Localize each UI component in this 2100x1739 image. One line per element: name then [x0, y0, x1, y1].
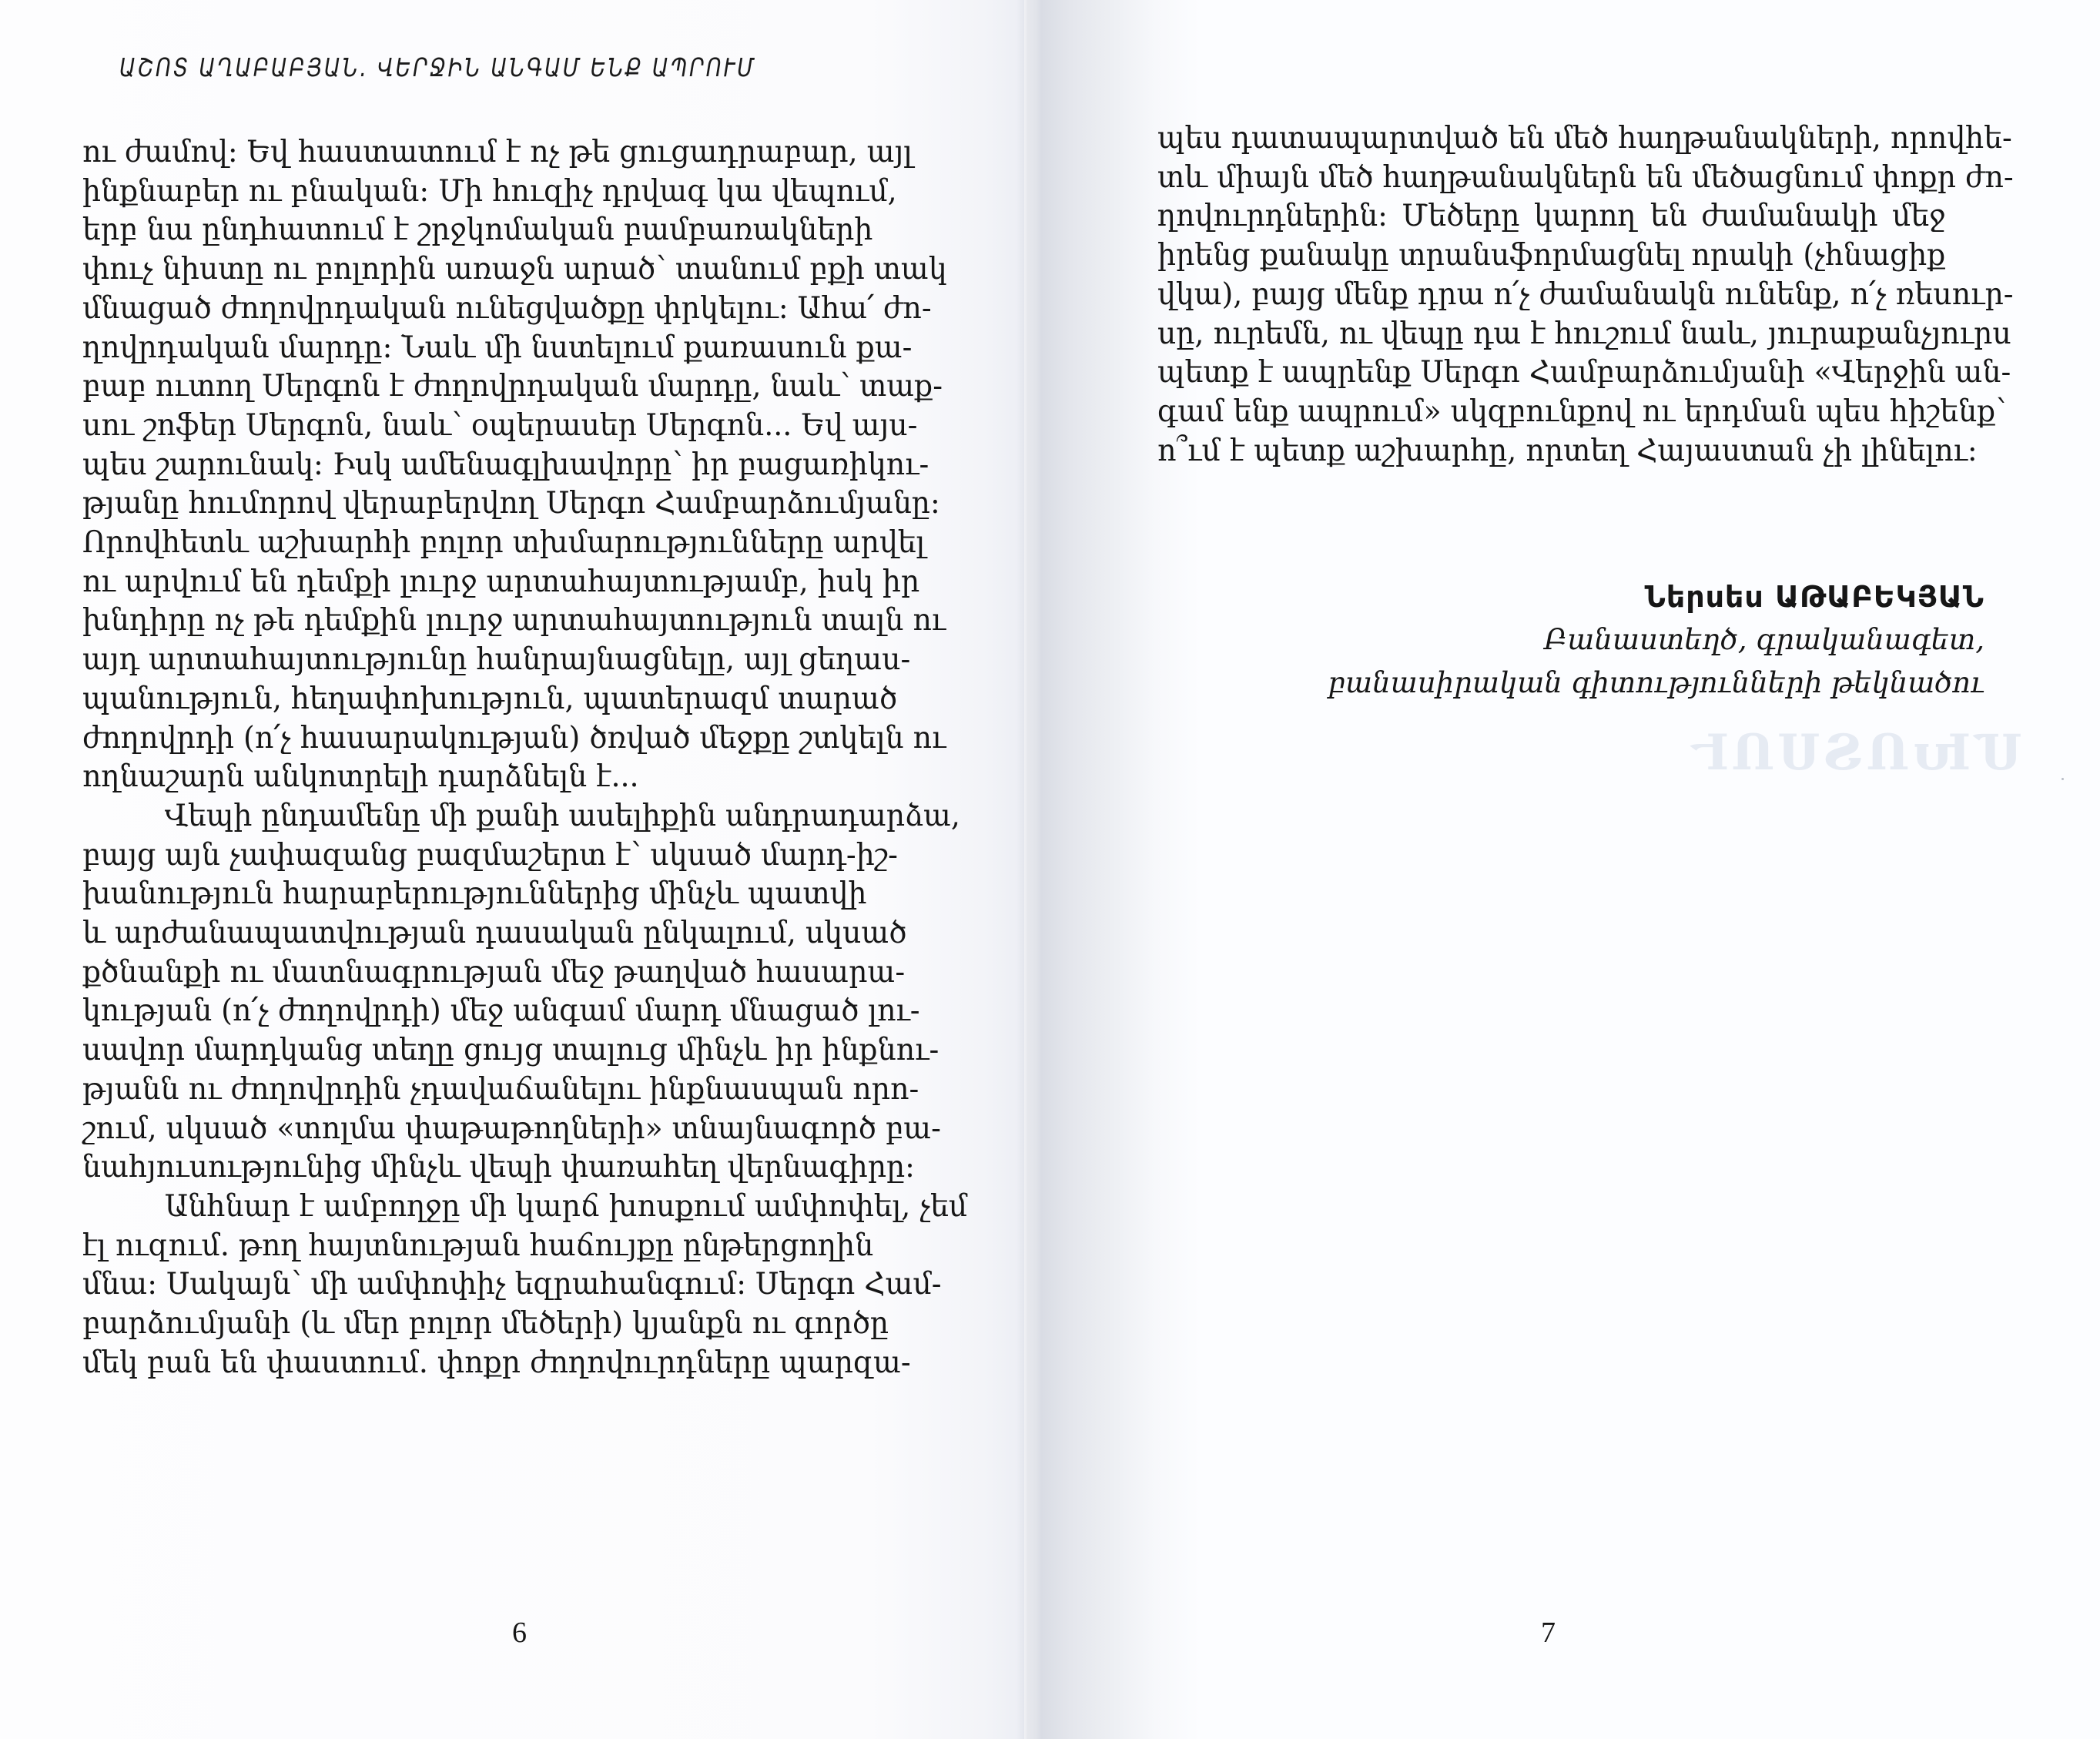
text-line: ու ժամով: Եվ հաստատում է ոչ թե ցուցադրաբար, այլ	[82, 135, 913, 169]
text-line: բաբ ուտող Սերգոն է ժողովրդական մարդը, նաև՝ տաք-	[82, 369, 943, 404]
text-line: ղովուրդներին: Մեծերը կարող են ժամանակի մեջ	[1157, 199, 1946, 234]
text-line: փուչ նիստը ու բոլորին առաջն արած՝ տանում բքի տակ	[82, 252, 947, 287]
text-line: գամ ենք ապրում» սկզբունքով ու երդման պես հիշենք՝	[1157, 394, 2006, 429]
text-line: ժողովրդի (ո՛չ հասարակության) ծռված մեջքը շտկելն ու	[82, 720, 946, 756]
author-title-line-2: բանասիրական գիտությունների թեկնածու	[1328, 666, 1984, 699]
text-line: քծնանքի ու մատնագրության մեջ թաղված հասարա-	[82, 954, 906, 990]
text-line: շում, սկսած «տոլմա փաթաթողների» տնայնագործ բա-	[82, 1111, 941, 1146]
text-line: պես դատապարտված են մեծ հաղթանակների, որովհե-	[1157, 121, 2012, 156]
text-line: սու շոֆեր Սերգոն, նաև՝ օպերասեր Սերգոն... Եվ այս-	[82, 407, 918, 443]
paper-speck	[2061, 778, 2064, 780]
text-line: նահյուսությունից մինչև վեպի փառահեղ վերնագիրը:	[82, 1150, 915, 1185]
text-line: ու արվում են դեմքի լուրջ արտահայտությամբ, իսկ իր	[82, 564, 920, 599]
text-line: մնա: Սակայն՝ մի ամփոփիչ եզրահանգում: Սերգո Համ-	[82, 1267, 942, 1302]
show-through-heading: ՄԽՈՏՍՈՒ	[1690, 724, 2022, 782]
text-line: պես շարունակ: Իսկ ամենագլխավորը՝ իր բացառիկու-	[82, 447, 929, 482]
right-page-body	[1157, 119, 2014, 471]
text-line: պետք է ապրենք Սերգո Համբարձումյանի «Վերջին ան-	[1157, 355, 2011, 390]
running-head: ԱՇՈՏ ԱՂԱԲԱԲՅԱՆ. ՎԵՐՋԻՆ ԱՆԳԱՄ ԵՆՔ ԱՊՐՈՒՄ	[119, 52, 756, 82]
text-line: Վեպի ընդամենը մի քանի ասելիքին անդրադարձա,	[164, 798, 960, 833]
text-line: Որովհետև աշխարհի բոլոր տխմարությունները արվել	[82, 525, 926, 561]
text-line: իրենց քանակը տրանսֆորմացնել որակի (չհնացիք	[1157, 238, 1946, 273]
text-line: երբ նա ընդհատում է շրջկոմական բամբառակների	[82, 213, 873, 248]
page-number-right: 7	[1541, 1617, 1556, 1649]
left-page-body	[82, 133, 968, 1383]
text-line: ողնաշարն անկոտրելի դարձնելն է...	[82, 759, 639, 795]
text-line: էլ ուզում. թող հայտնության հաճույքը ընթերցողին	[82, 1228, 874, 1263]
text-line: խնդիրը ոչ թե դեմքին լուրջ արտահայտություն տալն ու	[82, 603, 946, 638]
author-name: Ներսես ԱԹԱԲԵԿՅԱՆ	[1644, 580, 1984, 614]
text-line: մնացած ժողովրդական ունեցվածքը փրկելու: Ահա՛ ժո-	[82, 290, 932, 326]
text-line: այդ արտահայտությունը հանրայնացնելը, այլ ցեղաս-	[82, 642, 911, 678]
text-line: պանություն, հեղափոխություն, պատերազմ տարած	[82, 681, 898, 716]
text-line: սավոր մարդկանց տեղը ցույց տալուց մինչև իր ինքնու-	[82, 1033, 939, 1068]
text-line: ինքնաբեր ու բնական: Մի հուզիչ դրվագ կա վեպում,	[82, 173, 897, 209]
text-line: և արժանապատվության դասական ընկալում, սկսած	[82, 916, 907, 951]
text-line: թյանը հումորով վերաբերվող Սերգո Համբարձումյանը:	[82, 486, 940, 521]
text-line: Անհնար է ամբողջը մի կարճ խոսքում ամփոփել, չեմ	[164, 1188, 968, 1224]
text-line: սը, ուրեմն, ու վեպը դա է հուշում նաև, յուրաքանչյուրս	[1157, 316, 2011, 351]
book-gutter-shadow	[1017, 0, 1040, 1739]
text-line: տև միայն մեծ հաղթանակներն են մեծացնում փոքր ժո-	[1157, 159, 2014, 195]
text-line: թյանն ու ժողովրդին չդավաճանելու ինքնասպան որո-	[82, 1071, 919, 1107]
text-line: ո՞ւմ է պետք աշխարհը, որտեղ Հայաստան չի լինելու:	[1157, 433, 1978, 468]
signature-block	[1328, 575, 1984, 705]
text-line: վկա), բայց մենք դրա ո՛չ ժամանակն ունենք, ո՛չ ռեսուր-	[1157, 276, 2014, 312]
author-title-line-1: Բանաստեղծ, գրականագետ,	[1544, 623, 1984, 656]
text-line: կության (ո՛չ ժողովրդի) մեջ անգամ մարդ մնացած լու-	[82, 993, 920, 1029]
text-line: մեկ բան են փաստում. փոքր ժողովուրդները պարզա-	[82, 1345, 911, 1380]
page-number-left: 6	[512, 1617, 527, 1649]
text-line: ղովրդական մարդը: Նաև մի նստելում քառասուն քա-	[82, 330, 913, 365]
text-line: խանություն հարաբերություններից մինչև պատվի	[82, 876, 867, 912]
text-line: բարձումյանի (և մեր բոլոր մեծերի) կյանքն ու գործը	[82, 1306, 889, 1342]
text-line: բայց այն չափազանց բազմաշերտ է՝ սկսած մարդ-իշ-	[82, 837, 898, 873]
left-page	[0, 0, 1024, 1739]
